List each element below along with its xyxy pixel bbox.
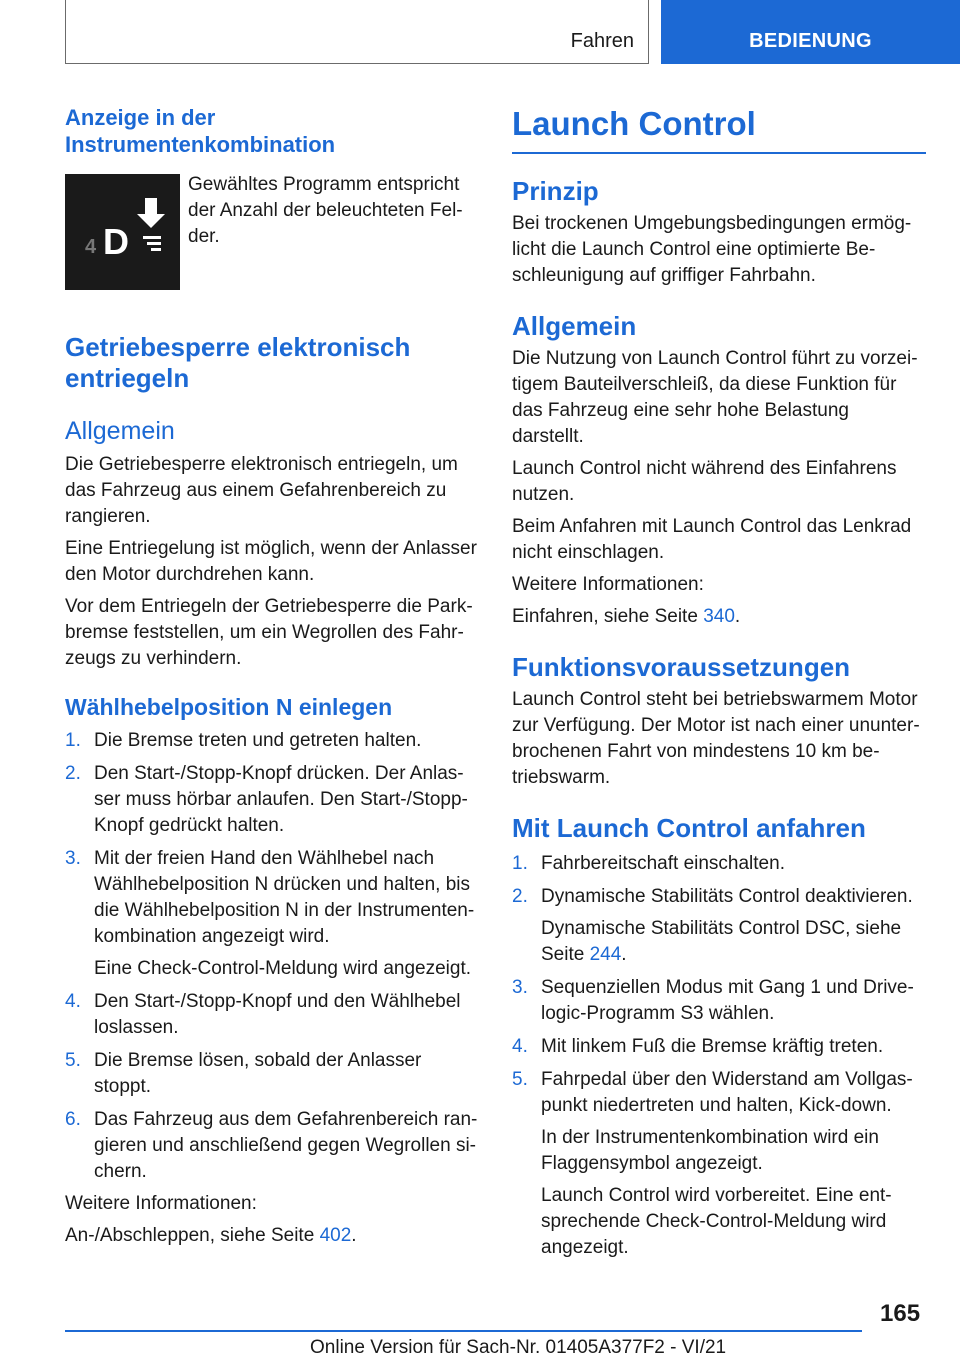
footer-divider (65, 1330, 862, 1332)
list-item: 2. Den Start-/Stopp-Knopf drücken. Der Anlas-ser muss hörbar anlaufen. Den Start-/Stopp-Knopf gedrückt halten. (65, 763, 468, 836)
list-item: 1. Die Bremse treten und getreten halten. (65, 730, 422, 751)
requirements-heading: Funktionsvoraussetzungen (512, 652, 851, 682)
title-divider (512, 152, 926, 154)
general-p1-left: Die Getriebesperre elektronisch entriegeln, um das Fahrzeug aus einem Gefahrenbereich zu rangieren. (65, 454, 458, 527)
more-info-left: Weitere Informationen: (65, 1193, 257, 1214)
list-item: 4. Den Start-/Stopp-Knopf und den Wählhebel loslassen. (65, 991, 461, 1038)
general-heading-left: Allgemein (65, 417, 175, 445)
start-heading: Mit Launch Control anfahren (512, 813, 866, 843)
online-version-note: Online Version für Sach-Nr. 01405A377F2 - VI/21 (310, 1337, 727, 1358)
requirements-text: Launch Control steht bei betriebswarmem Motor zur Verfügung. Der Motor ist nach einer ununter-brochenen Fahrt von mindestens 10 km be-triebswarm. (512, 689, 920, 788)
general-p3-left: Vor dem Entriegeln der Getriebesperre die Park-bremse feststellen, um ein Wegrollen des Fahr-zeugs zu verhindern. (65, 596, 473, 669)
header-section-tab (661, 0, 960, 64)
list-item: 4. Mit linkem Fuß die Bremse kräftig treten. (512, 1036, 884, 1057)
reference-right: Einfahren, siehe Seite 340. (512, 606, 741, 627)
right-column (512, 104, 926, 1261)
list-item: 3. Sequenziellen Modus mit Gang 1 und Drive-logic-Programm S3 wählen. (512, 977, 914, 1024)
display-text: Gewähltes Programm entspricht der Anzahl der beleuchteten Fel-der. (188, 174, 463, 247)
header-chapter-box (65, 0, 649, 64)
general-heading-right: Allgemein (512, 311, 637, 341)
page-link-244[interactable]: 244 (589, 944, 622, 965)
principle-text: Bei trockenen Umgebungsbedingungen ermög-licht die Launch Control eine optimierte Be-schleunigung auf griffiger Fahrbahn. (512, 213, 912, 286)
general-p2-left: Eine Entriegelung ist möglich, wenn der Anlasser den Motor durchdrehen kann. (65, 538, 477, 585)
drive-mode-4d-icon (65, 174, 180, 290)
list-item: 3. Mit der freien Hand den Wählhebel nach Wählhebelposition N drücken und halten, bis die Wählhebelposition N in der Instrumenten-kombination angezeigt wird. Eine Check-Control-Meldung wird angezeigt. (65, 848, 475, 979)
list-item: 5. Fahrpedal über den Widerstand am Vollgas-punkt niedertreten und halten, Kick-down. In der Instrumentenkombination wird ein Flaggensymbol angezeigt. Launch Control wird vorbereitet. Eine ent-sprechende Check-Control-Meldung wird angezeigt. (512, 1069, 913, 1258)
general-p1-right: Die Nutzung von Launch Control führt zu vorzei-tigem Bauteilverschleiß, da diese Funktion für das Fahrzeug eine sehr hohe Belastung darstellt. (512, 348, 918, 447)
list-item: 5. Die Bremse lösen, sobald der Anlasser stoppt. (65, 1050, 422, 1097)
general-p3-right: Beim Anfahren mit Launch Control das Lenkrad nicht einschlagen. (512, 516, 912, 563)
page-number: 165 (880, 1300, 921, 1327)
list-item: 1. Fahrbereitschaft einschalten. (512, 853, 785, 874)
header-section: BEDIENUNG (749, 30, 872, 52)
release-heading: Getriebesperre elektronisch entriegeln (65, 332, 411, 393)
list-item: 6. Das Fahrzeug aus dem Gefahrenbereich ran-gieren und anschließend gegen Wegrollen si-chern. (65, 1109, 478, 1182)
launch-steps-list (512, 851, 926, 1261)
general-p2-right: Launch Control nicht während des Einfahrens nutzen. (512, 458, 897, 505)
reference-left: An-/Abschleppen, siehe Seite 402. (65, 1225, 357, 1246)
list-item: 2. Dynamische Stabilitäts Control deaktivieren. Dynamische Stabilitäts Control DSC, siehe Seite 244. (512, 886, 913, 965)
header-chapter: Fahren (570, 30, 634, 52)
indicator-d-glyph: D (103, 221, 129, 262)
neutral-heading: Wählhebelposition N einlegen (65, 694, 393, 720)
indicator-4-glyph: 4 (85, 236, 97, 258)
neutral-steps-list (65, 728, 479, 1185)
page-link-402[interactable]: 402 (319, 1225, 352, 1246)
more-info-right: Weitere Informationen: (512, 574, 704, 595)
drive-mode-indicator (65, 174, 180, 290)
page-link-340[interactable]: 340 (703, 606, 735, 627)
left-column (65, 104, 479, 1249)
display-heading: Anzeige in der Instrumentenkombination (65, 105, 336, 157)
principle-heading: Prinzip (512, 176, 599, 206)
launch-control-title: Launch Control (512, 105, 756, 142)
